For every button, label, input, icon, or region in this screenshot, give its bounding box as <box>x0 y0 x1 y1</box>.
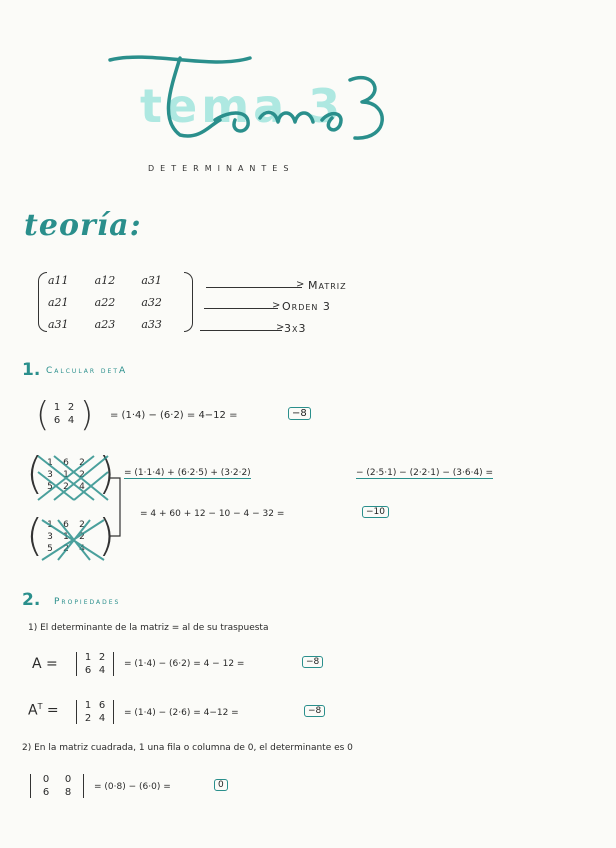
matrix-cell: 6 <box>98 700 106 711</box>
matrix-cell: 1 <box>63 532 69 542</box>
matrix-cell: 6 <box>53 415 61 426</box>
a-matrix <box>76 652 114 676</box>
matrix-cell: 1 <box>84 700 92 711</box>
a-result: −8 <box>302 656 323 668</box>
zero-expression: = (0·8) − (6·0) = <box>94 782 171 792</box>
arrow-label-orden: Orden 3 <box>282 300 331 313</box>
matrix-cell: 5 <box>47 544 53 554</box>
matrix-cell: 2 <box>79 458 85 468</box>
paren-right: ) <box>98 510 116 561</box>
paren-left: ( <box>36 395 50 435</box>
at-superscript: T <box>37 702 43 711</box>
arrow-line <box>204 308 278 309</box>
matrix-cell: 6 <box>63 458 69 468</box>
matrix-cell: 2 <box>79 520 85 530</box>
matrix-cell: 0 <box>64 774 72 785</box>
paren-right: ) <box>80 395 94 435</box>
matrix-cell: a21 <box>48 296 69 309</box>
section1-title: Calcular detA <box>46 366 128 376</box>
matrix-cell: 1 <box>63 470 69 480</box>
section2-title: Propiedades <box>54 597 121 607</box>
zero-result: 0 <box>214 779 228 791</box>
matrix-cell: a23 <box>94 318 116 331</box>
arrow-head-icon: > <box>272 300 281 311</box>
section2-number: 2. <box>22 590 41 610</box>
paren-left: ( <box>26 510 44 561</box>
ex1-matrix <box>50 402 78 426</box>
ex1-result: −8 <box>288 407 311 420</box>
ex2-line1-negative: − (2·5·1) − (2·2·1) − (3·6·4) = <box>356 468 494 478</box>
matrix-cell: 2 <box>98 652 106 663</box>
matrix-cell: 2 <box>79 470 85 480</box>
paren-right: ) <box>98 448 116 499</box>
arrow-label-dim: 3x3 <box>284 322 307 335</box>
matrix-cell: 6 <box>63 520 69 530</box>
matrix-cell: 2 <box>79 532 85 542</box>
subtitle: DETERMINANTES <box>148 164 295 173</box>
paren-left: ( <box>26 448 44 499</box>
matrix-cell: 2 <box>63 482 69 492</box>
ex1-expression: = (1·4) − (6·2) = 4−12 = <box>110 410 238 421</box>
matrix-cell: 6 <box>42 787 50 798</box>
at-matrix <box>76 700 114 724</box>
matrix-cell: 0 <box>42 774 50 785</box>
matrix-cell: 6 <box>84 665 92 676</box>
arrow-head-icon: > <box>276 322 285 333</box>
matrix-cell: 3 <box>47 532 53 542</box>
matrix-cell: 4 <box>98 713 106 724</box>
zero-matrix <box>30 774 84 798</box>
ex2-line2: = 4 + 60 + 12 − 10 − 4 − 32 = <box>140 509 285 519</box>
matrix-cell: 2 <box>84 713 92 724</box>
matrix-cell: a11 <box>48 274 69 287</box>
matrix-cell: 1 <box>47 520 53 530</box>
title-lettering <box>100 40 390 160</box>
matrix-cell: a22 <box>94 296 116 309</box>
matrix-cell: 4 <box>98 665 106 676</box>
sarrus-cross-top <box>34 448 116 504</box>
arrow-label-matriz: Matriz <box>308 279 347 292</box>
matrix-cell: a32 <box>141 296 162 309</box>
arrow-head-icon: > <box>296 279 305 290</box>
matrix-cell: 4 <box>79 482 85 492</box>
matrix-cell: 4 <box>67 415 75 426</box>
at-expression: = (1·4) − (2·6) = 4−12 = <box>124 708 239 718</box>
matrix-cell: a31 <box>48 318 69 331</box>
section1-number: 1. <box>22 360 41 380</box>
matrix-cell: 4 <box>79 544 85 554</box>
bracket-connector <box>108 476 132 540</box>
intro-matrix <box>48 274 188 334</box>
matrix-cell: 5 <box>47 482 53 492</box>
sarrus-cross-bottom <box>34 510 116 566</box>
title-highlight: tema 3 <box>140 79 345 133</box>
property-1: 1) El determinante de la matriz = al de su traspuesta <box>28 623 269 633</box>
ex2-line1-positive: = (1·1·4) + (6·2·5) + (3·2·2) <box>124 468 251 478</box>
matrix-cell: 8 <box>64 787 72 798</box>
matrix-cell: a33 <box>141 318 162 331</box>
at-letter: A <box>28 702 38 719</box>
matrix-cell: 1 <box>53 402 61 413</box>
matrix-bracket-left <box>38 272 47 332</box>
teoria-heading: teoría: <box>24 208 142 243</box>
a-expression: = (1·4) − (6·2) = 4 − 12 = <box>124 659 245 669</box>
matrix-cell: 2 <box>67 402 75 413</box>
property-2: 2) En la matriz cuadrada, 1 una fila o columna de 0, el determinante es 0 <box>22 743 353 753</box>
at-label <box>28 702 59 719</box>
arrow-line <box>206 287 302 288</box>
matrix-bracket-right <box>184 272 193 332</box>
ex2-result: −10 <box>362 506 389 518</box>
matrix-cell: 1 <box>84 652 92 663</box>
matrix-cell: a31 <box>141 274 162 287</box>
arrow-line <box>200 330 282 331</box>
matrix-cell: 3 <box>47 470 53 480</box>
matrix-cell: 1 <box>47 458 53 468</box>
a-label: A = <box>32 656 58 672</box>
matrix-cell: 2 <box>63 544 69 554</box>
at-equals: = <box>46 702 59 719</box>
at-result: −8 <box>304 705 325 717</box>
matrix-cell: a12 <box>94 274 116 287</box>
